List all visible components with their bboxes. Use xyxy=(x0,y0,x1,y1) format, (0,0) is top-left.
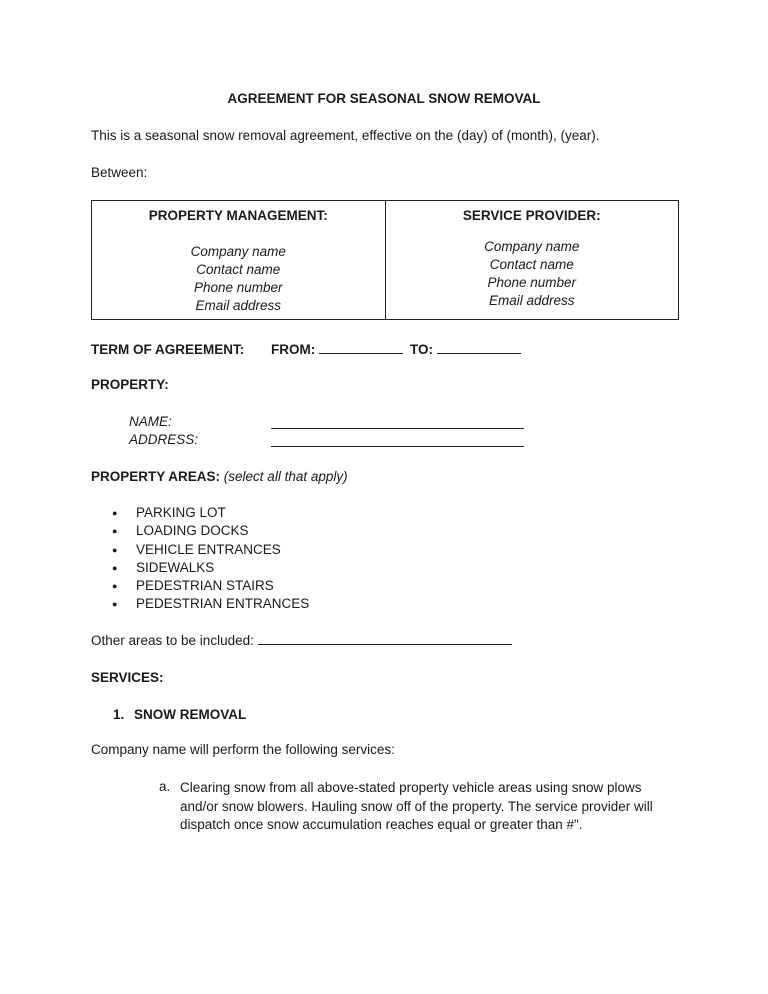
pm-company-name: Company name xyxy=(190,244,286,259)
document-title: AGREEMENT FOR SEASONAL SNOW REMOVAL xyxy=(227,91,541,106)
sp-company-name: Company name xyxy=(484,239,580,254)
other-areas xyxy=(91,633,512,648)
list-item: ● PARKING LOT xyxy=(112,504,309,522)
services-label: SERVICES: xyxy=(91,670,164,685)
sp-email-address: Email address xyxy=(488,293,575,308)
list-item: ● SIDEWALKS xyxy=(112,559,309,577)
service-provider-cell xyxy=(385,201,679,319)
list-item: ● LOADING DOCKS xyxy=(112,522,309,540)
service-item-1-number: 1. xyxy=(113,707,125,722)
intro-paragraph: This is a seasonal snow removal agreement, effective on the (day) of (month), (year). xyxy=(91,128,600,143)
other-areas-label: Other areas to be included: xyxy=(91,633,254,648)
term-from-blank[interactable] xyxy=(319,353,403,354)
list-item: ● VEHICLE ENTRANCES xyxy=(112,541,309,559)
property-management-heading: PROPERTY MANAGEMENT: xyxy=(148,208,328,223)
property-management-cell xyxy=(92,201,385,319)
property-areas-heading xyxy=(91,469,348,484)
service-provider-heading: SERVICE PROVIDER: xyxy=(462,208,601,223)
service-item-1 xyxy=(113,707,246,722)
term-from xyxy=(271,342,403,357)
term-label: TERM OF AGREEMENT: xyxy=(91,342,245,357)
property-management-details xyxy=(92,243,385,315)
property-areas-label: PROPERTY AREAS: xyxy=(91,469,221,484)
services-intro: Company name will perform the following services: xyxy=(91,742,395,757)
other-areas-blank[interactable] xyxy=(258,644,512,645)
list-item: ● PEDESTRIAN ENTRANCES xyxy=(112,595,309,613)
property-address-blank[interactable] xyxy=(271,432,524,447)
between-label: Between: xyxy=(91,165,148,180)
pm-phone-number: Phone number xyxy=(193,280,283,295)
sp-contact-name: Contact name xyxy=(489,257,574,272)
parties-table xyxy=(91,200,679,320)
service-item-1-title: SNOW REMOVAL xyxy=(134,707,247,722)
list-item: ● PEDESTRIAN STAIRS xyxy=(112,577,309,595)
term-to-label: TO: xyxy=(410,342,433,357)
term-to xyxy=(410,342,521,357)
property-areas-hint: (select all that apply) xyxy=(223,469,348,484)
pm-email-address: Email address xyxy=(195,298,282,313)
pm-contact-name: Contact name xyxy=(196,262,281,277)
sub-item-a-text: Clearing snow from all above-stated property vehicle areas using snow plows and/or snow blowers. Hauling snow off of the property. The service provider will dispatch once snow accumulation reaches equal or greater than #". xyxy=(180,780,653,832)
term-to-blank[interactable] xyxy=(437,353,521,354)
property-name-label: NAME: xyxy=(129,414,172,429)
service-provider-details xyxy=(386,238,679,310)
property-address-label: ADDRESS: xyxy=(129,432,199,447)
sp-phone-number: Phone number xyxy=(487,275,577,290)
property-name-blank[interactable] xyxy=(271,414,524,429)
property-label: PROPERTY: xyxy=(91,377,169,392)
property-areas-list xyxy=(112,504,309,614)
sub-item-a-letter: a. xyxy=(159,779,171,794)
term-from-label: FROM: xyxy=(271,342,316,357)
